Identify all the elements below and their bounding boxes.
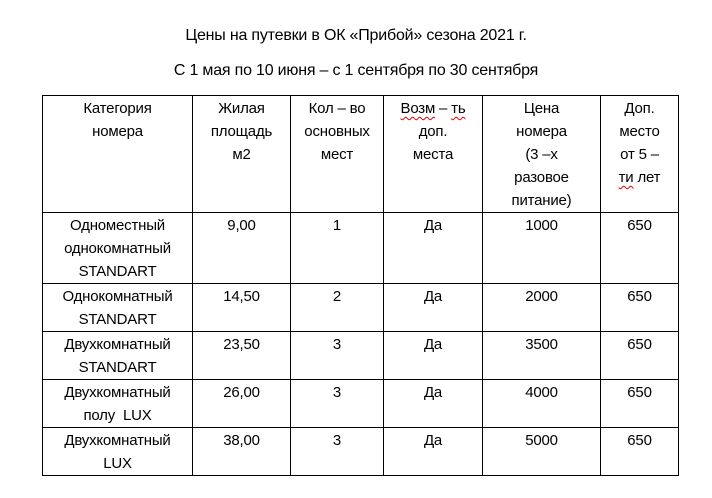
category-line: полу LUX [83,407,152,424]
cell-area: 38,00 [193,428,291,476]
header-line: место [619,123,660,140]
category-line: Однокомнатный [62,288,173,305]
header-line: (3 –х [525,146,558,163]
cell-category [43,213,193,284]
cell-main-seats: 3 [291,380,384,428]
cell-main-seats: 3 [291,428,384,476]
category-line: Двухкомнатный [64,432,171,449]
header-line: Кол – во [308,100,366,117]
cell-extra-seats: Да [384,380,483,428]
category-line: однокомнатный [64,240,171,257]
cell-extra-seats: Да [384,332,483,380]
cell-extra-price: 650 [601,213,679,284]
header-line: номера [516,123,567,140]
header-line: Категория [83,100,152,117]
cell-extra-price: 650 [601,380,679,428]
header-cell-category [43,96,193,213]
header-line: номера [92,123,143,140]
price-table [42,95,679,476]
header-line: основных [304,123,370,140]
header-line: площадь [210,123,273,140]
header-line [386,97,480,120]
cell-extra-seats: Да [384,428,483,476]
table-row [43,213,679,284]
category-line: STANDART [78,263,157,280]
header-line: Цена [523,100,560,117]
cell-area: 23,50 [193,332,291,380]
dash-separator: – [435,100,452,117]
header-cell-extra-price [601,96,679,213]
cell-extra-seats: Да [384,213,483,284]
cell-price: 1000 [483,213,601,284]
cell-extra-price: 650 [601,428,679,476]
header-line: м2 [232,146,251,163]
header-line: мест [320,146,354,163]
cell-category [43,428,193,476]
header-cell-main-seats [291,96,384,213]
header-line: места [412,146,454,163]
cell-extra-seats: Да [384,284,483,332]
header-line-rest: лет [633,169,661,186]
header-line: Доп. [624,100,655,117]
cell-price: 2000 [483,284,601,332]
cell-price: 5000 [483,428,601,476]
table-row [43,380,679,428]
cell-category [43,332,193,380]
category-line: STANDART [78,311,157,328]
header-line [603,166,676,189]
category-line: STANDART [78,359,157,376]
table-row [43,332,679,380]
cell-area: 14,50 [193,284,291,332]
category-line: Одноместный [70,217,165,234]
cell-price: 4000 [483,380,601,428]
category-line: Двухкомнатный [64,336,171,353]
header-line: доп. [418,123,448,140]
header-line: от 5 – [620,146,659,163]
category-line: LUX [103,455,132,472]
header-line: разовое [514,169,569,186]
page-subtitle: С 1 мая по 10 июня – с 1 сентября по 30 сентября [173,62,539,79]
header-cell-area [193,96,291,213]
cell-area: 26,00 [193,380,291,428]
header-cell-extra-seats [384,96,483,213]
misspelled-word: ть [451,100,466,117]
header-line: Жилая [218,100,265,117]
cell-main-seats: 3 [291,332,384,380]
cell-category [43,284,193,332]
category-line: Двухкомнатный [64,384,171,401]
cell-category [43,380,193,428]
misspelled-word: Возм [400,100,436,117]
page-title: Цены на путевки в ОК «Прибой» сезона 2021 г. [185,27,527,44]
cell-main-seats: 2 [291,284,384,332]
table-row [43,428,679,476]
table-header-row [43,96,679,213]
cell-price: 3500 [483,332,601,380]
header-cell-price [483,96,601,213]
misspelled-word: ти [618,169,634,186]
cell-area: 9,00 [193,213,291,284]
cell-main-seats: 1 [291,213,384,284]
cell-extra-price: 650 [601,284,679,332]
cell-extra-price: 650 [601,332,679,380]
table-row [43,284,679,332]
header-line: питание) [511,192,572,209]
